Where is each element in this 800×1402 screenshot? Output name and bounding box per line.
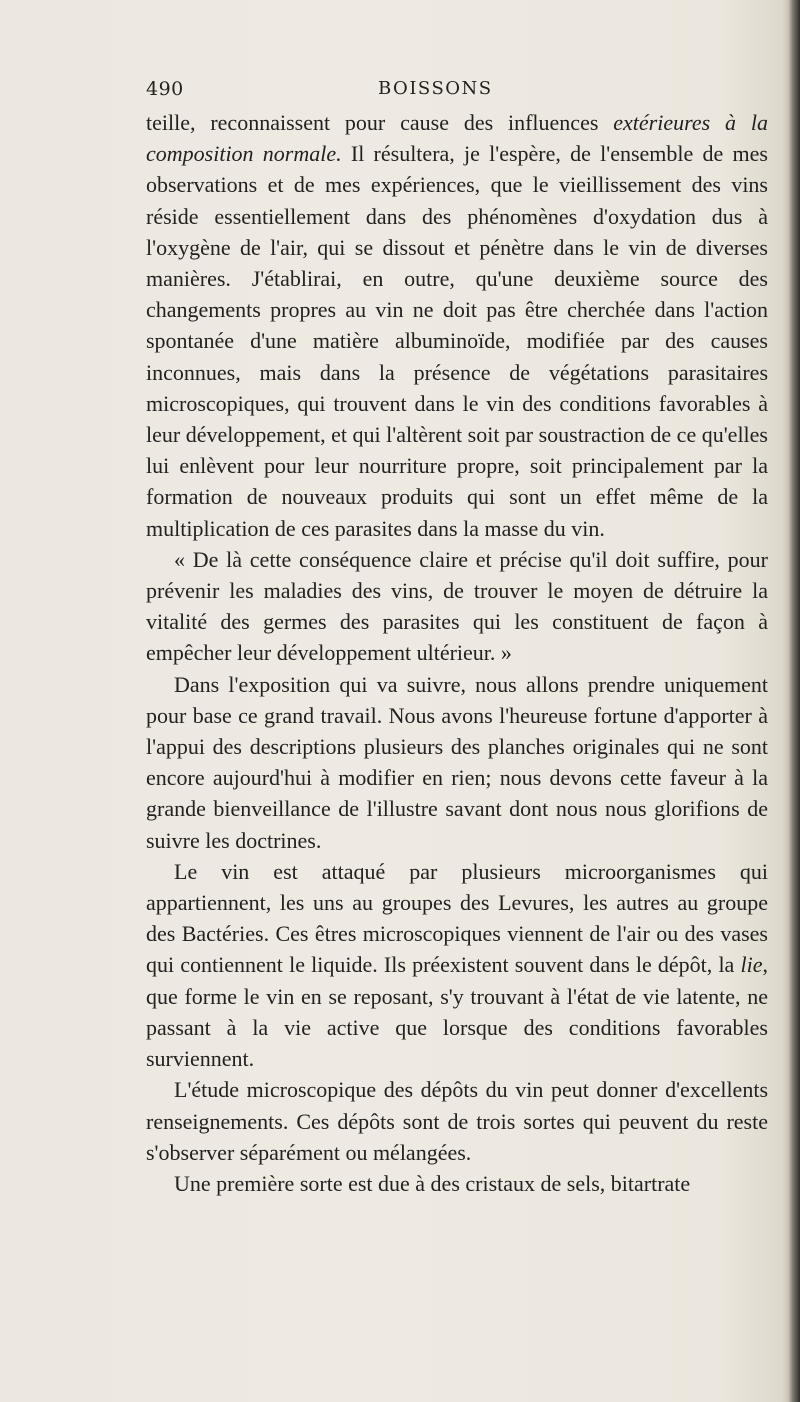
paragraph-1-italic: extérieures à la composition normale. [146, 110, 769, 167]
paragraph-1 [146, 107, 768, 544]
paragraph-4-text-a: Le vin est attaqué par plusieurs microorganismes qui appartiennent, les uns au groupes des Levures, les autres au groupe des Bactéries. Ces êtres microscopiques viennent de l'air ou des vases qui contiennent le liquide. Ils préexistent souvent dans le dépôt, la [146, 858, 768, 978]
paragraph-2: « De là cette conséquence claire et précise qu'il doit suffire, pour prévenir les maladies des vins, de trouver le moyen de détruire la vitalité des germes des parasites qui les constituent de façon à empêcher leur développement ultérieur. » [146, 546, 768, 666]
paragraph-1-text-c: Il résultera, je l'espère, de l'ensemble de mes observations et de mes expériences, que le vieillissement des vins réside essentiellement dans des phénomènes d'oxydation dus à l'oxygène de l'air, qui se dissout et pénètre dans le vin de diverses manières. J'établirai, en outre, qu'une deuxième source des changements propres au vin ne doit pas être cherchée dans l'action spontanée d'une matière albuminoïde, modifiée par des causes inconnues, mais dans la présence de végétations parasitaires microscopiques, qui trouvent dans le vin des conditions favorables à leur développement, et qui l'altèrent soit par soustraction de ce qu'elles lui enlèvent pour leur nourriture propre, soit principalement par la formation de nouveaux produits qui sont un effet même de la multiplication de ces parasites dans la masse du vin. [146, 141, 768, 541]
paragraph-6: Une première sorte est due à des cristaux de sels, bitartrate [174, 1170, 691, 1196]
paragraph-1-text-a: teille, reconnaissent pour cause des influences [146, 110, 614, 135]
page-edge-shadow [782, 0, 800, 1402]
paragraph-4-text-c: , que forme le vin en se reposant, s'y trouvant à l'état de vie latente, ne passant à la vie active que lorsque des conditions favorables surviennent. [146, 952, 768, 1072]
paragraph-3: Dans l'exposition qui va suivre, nous allons prendre uniquement pour base ce grand travail. Nous avons l'heureuse fortune d'apporter à l'appui des descriptions plusieurs des planches originales qui ne sont encore aujourd'hui à modifier en rien; nous devons cette faveur à la grande bienveillance de l'illustre savant dont nous nous glorifions de suivre les doctrines. [146, 671, 768, 853]
paragraph-4 [146, 856, 768, 1074]
running-head: BOISSONS [378, 78, 493, 99]
paragraph-5: L'étude microscopique des dépôts du vin peut donner d'excellents renseignements. Ces dépôts sont de trois sortes qui peuvent du reste s'observer séparément ou mélangées. [146, 1077, 768, 1165]
body-text [146, 107, 768, 1199]
page-header [146, 78, 766, 108]
page-number: 490 [146, 78, 184, 100]
paragraph-4-italic-lie: lie [740, 952, 763, 978]
